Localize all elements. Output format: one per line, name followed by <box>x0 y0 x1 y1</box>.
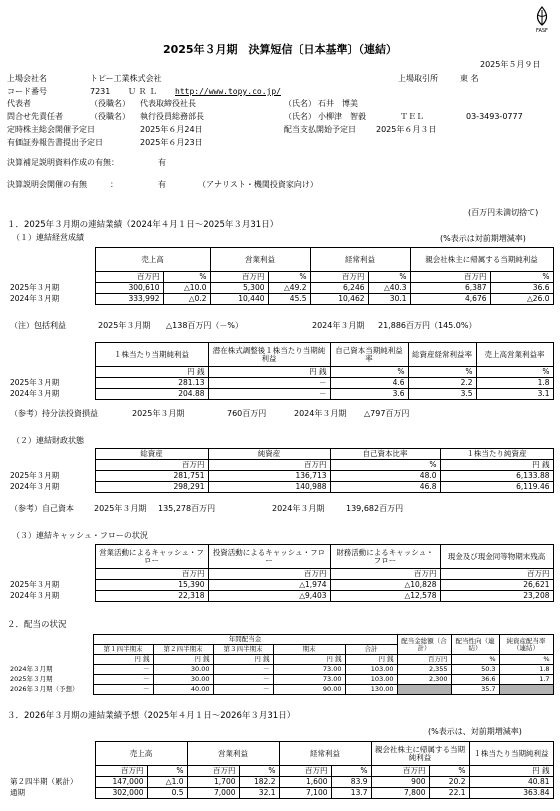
col-head: 営業活動によるキャッシュ・フロー <box>95 545 208 569</box>
row-label: 2025年３月期 <box>7 378 95 389</box>
col-head: 総資産 <box>95 449 208 460</box>
page-title: 2025年３月期 決算短信〔日本基準〕（連結） <box>162 43 398 56</box>
comp-income-b: △138百万円（－%） <box>166 321 244 330</box>
corner-cell <box>7 742 95 766</box>
section1-title: １．2025年３月期の連結業績（2024年４月１日～2025年３月31日） <box>7 220 279 230</box>
col-head: 総資産経常利益率 <box>408 343 476 367</box>
value-cell: △10,828 <box>330 580 440 591</box>
contact-title: 執行役員総務部長 <box>140 112 204 121</box>
unit-cell: % <box>451 655 499 665</box>
equity-method-a: 2025年３月期 <box>132 409 185 418</box>
unit-cell: 百万円 <box>371 766 429 777</box>
value-cell: 2.2 <box>408 378 476 389</box>
equity-capital-d: 139,682百万円 <box>346 504 404 513</box>
value-cell: 10,440 <box>210 294 268 305</box>
contact-title-label: （役職名） <box>90 112 130 121</box>
value-cell: 35.7 <box>451 685 499 695</box>
value-cell: 4,676 <box>410 294 490 305</box>
unit-cell: 百万円 <box>208 460 330 471</box>
unit-cell: 百万円 <box>210 272 268 283</box>
value-cell: 2,355 <box>397 665 451 675</box>
col-head: 経常利益 <box>279 742 371 766</box>
unit-cell: 円 銭 <box>213 655 273 665</box>
col-head: 親会社株主に帰属する当期純利益 <box>371 742 469 766</box>
rep-title-label: （役職名） <box>90 99 130 108</box>
fasf-logo <box>531 5 553 33</box>
value-cell: 45.5 <box>268 294 310 305</box>
value-cell: 15,390 <box>95 580 208 591</box>
supp-label: 決算補足説明資料作成の有無： <box>7 158 119 167</box>
rep-title: 代表取締役社長 <box>140 99 196 108</box>
url-label: Ｕ Ｒ Ｌ <box>128 87 158 96</box>
unit-cell: 百万円 <box>95 569 208 580</box>
col-head: １株当たり当期純利益 <box>95 343 208 367</box>
unit-cell: 円 銭 <box>345 655 397 665</box>
tel-value: 03-3493-0777 <box>466 112 523 121</box>
company-name: トピー工業株式会社 <box>90 74 162 83</box>
unit-cell: % <box>239 766 279 777</box>
comp-income-c: 2024年３月期 <box>312 321 365 330</box>
value-cell: 182.2 <box>239 777 279 788</box>
value-cell: 3.6 <box>330 389 408 400</box>
value-cell: 4.6 <box>330 378 408 389</box>
unit-cell: % <box>163 272 210 283</box>
value-cell: 26,621 <box>440 580 553 591</box>
unit-cell: % <box>268 272 310 283</box>
unit-cell: 百万円 <box>95 766 147 777</box>
pct-note: (%表示は対前期増減率) <box>440 234 526 243</box>
unit-label-cell <box>7 766 95 777</box>
report-label: 有価証券報告書提出予定日 <box>7 138 103 147</box>
value-cell: 10,462 <box>310 294 368 305</box>
unit-cell: 百万円 <box>187 766 239 777</box>
comp-income-a: 2025年３月期 <box>98 321 151 330</box>
value-cell: 22,318 <box>95 591 208 602</box>
value-cell: 6,133.88 <box>440 471 553 482</box>
value-cell: － <box>93 675 153 685</box>
value-cell: 1,600 <box>279 777 331 788</box>
value-cell: △26.0 <box>490 294 553 305</box>
company-url-link[interactable]: http://www.topy.co.jp/ <box>175 87 281 96</box>
col-head: 合計 <box>345 645 397 655</box>
unit-cell: % <box>490 272 553 283</box>
row-label: 2026年３月期（予想） <box>7 685 93 695</box>
col-head: １株当たり純資産 <box>440 449 553 460</box>
company-label: 上場会社名 <box>7 74 47 83</box>
row-label: 通期 <box>7 788 95 799</box>
equity-method-d: △797百万円 <box>364 409 410 418</box>
contact-name: 小柳津 智毅 <box>318 112 366 121</box>
row-label: 第２四半期（累計） <box>7 777 95 788</box>
value-cell: 7,000 <box>187 788 239 799</box>
unit-cell: 円 銭 <box>153 655 213 665</box>
unit-cell: 百万円 <box>310 272 368 283</box>
value-cell: 22.1 <box>429 788 469 799</box>
operating-results-table <box>7 247 554 305</box>
value-cell: 298,291 <box>95 482 208 493</box>
row-label: 2025年３月期 <box>7 675 93 685</box>
value-cell: 36.6 <box>451 675 499 685</box>
value-cell: 20.2 <box>429 777 469 788</box>
value-cell: △49.2 <box>268 283 310 294</box>
unit-label-cell <box>7 367 95 378</box>
col-head: 期末 <box>273 645 345 655</box>
unit-cell: 百万円 <box>279 766 331 777</box>
corner-cell <box>7 248 95 272</box>
supp-value: 有 <box>158 158 166 167</box>
equity-capital-label: （参考）自己資本 <box>10 504 74 513</box>
value-cell: △1,974 <box>208 580 330 591</box>
unit-cell: % <box>331 766 371 777</box>
rep-name-label: （氏名） <box>284 99 316 108</box>
value-cell: 23,208 <box>440 591 553 602</box>
dividend-start-date: 2025年６月３日 <box>376 125 437 134</box>
value-cell: 30.00 <box>153 665 213 675</box>
equity-capital-b: 135,278百万円 <box>158 504 216 513</box>
briefing-value: 有 <box>158 180 166 189</box>
row-label: 2024年３月期 <box>7 294 95 305</box>
value-cell: 3.1 <box>476 389 553 400</box>
code-value: 7231 <box>90 87 111 96</box>
section1-sub1: （１）連結経営成績 <box>12 233 84 242</box>
value-cell: 3.5 <box>408 389 476 400</box>
value-cell: 36.6 <box>490 283 553 294</box>
value-cell: 6,119.46 <box>440 482 553 493</box>
group-head: 年間配当金 <box>93 635 397 645</box>
value-cell: △0.2 <box>163 294 210 305</box>
briefing-label: 決算説明会開催の有無 <box>7 180 87 189</box>
col-head: 売上高 <box>95 248 210 272</box>
col-head: １株当たり当期純利益 <box>469 742 553 766</box>
value-cell: － <box>213 685 273 695</box>
col-head: 自己資本比率 <box>330 449 440 460</box>
unit-note: (百万円未満切捨て) <box>468 208 539 217</box>
value-cell: 40.00 <box>153 685 213 695</box>
value-cell: － <box>208 378 330 389</box>
col-head: 純資産配当率（連結） <box>499 635 553 655</box>
value-cell: 32.1 <box>239 788 279 799</box>
unit-cell: 円 銭 <box>273 655 345 665</box>
agm-label: 定時株主総会開催予定日 <box>7 125 95 134</box>
unit-cell: 円 銭 <box>469 766 553 777</box>
col-head: 売上高営業利益率 <box>476 343 553 367</box>
value-cell: 7,100 <box>279 788 331 799</box>
value-cell: 300,610 <box>95 283 163 294</box>
value-cell: 1.7 <box>499 675 553 685</box>
briefing-note: （アナリスト・機関投資家向け） <box>198 180 318 189</box>
dividend-start-label: 配当支払開始予定日 <box>284 125 356 134</box>
value-cell: 50.3 <box>451 665 499 675</box>
value-cell: － <box>93 665 153 675</box>
unit-cell: 百万円 <box>440 569 553 580</box>
unit-cell: 百万円 <box>95 272 163 283</box>
ratios-table <box>7 342 554 400</box>
unit-cell: 円 銭 <box>93 655 153 665</box>
row-label: 2024年３月期 <box>7 482 95 493</box>
equity-capital-c: 2024年３月期 <box>272 504 325 513</box>
col-head: 売上高 <box>95 742 187 766</box>
unit-cell: 百万円 <box>330 569 440 580</box>
unit-label-cell <box>7 460 95 471</box>
col-head: 潜在株式調整後１株当たり当期純利益 <box>208 343 330 367</box>
value-cell: － <box>213 675 273 685</box>
unit-cell: 百万円 <box>95 460 208 471</box>
col-head: 配当金総額（合計） <box>397 635 451 655</box>
exchange-value: 東 名 <box>460 74 479 83</box>
unit-cell: 円 銭 <box>440 460 553 471</box>
col-head: 第１四半期末 <box>93 645 153 655</box>
tel-label: ＴＥＬ <box>400 112 424 121</box>
rep-label: 代表者 <box>7 99 31 108</box>
row-label: 2024年３月期 <box>7 665 93 675</box>
value-cell: － <box>208 389 330 400</box>
value-cell: 73.00 <box>273 665 345 675</box>
value-cell: 140,988 <box>208 482 330 493</box>
value-cell: 1,700 <box>187 777 239 788</box>
section1-sub3: （３）連結キャッシュ・フローの状況 <box>12 531 148 540</box>
comp-income-d: 21,886百万円（145.0%） <box>378 321 477 330</box>
section3-title: ３．2026年３月期の連結業績予想（2025年４月１日～2026年３月31日） <box>7 711 296 721</box>
unit-label-cell <box>7 655 93 665</box>
col-head: 投資活動によるキャッシュ・フロー <box>208 545 330 569</box>
briefing-sep: ： <box>110 180 118 189</box>
report-date: 2025年５月９日 <box>480 60 541 69</box>
value-cell: 281,751 <box>95 471 208 482</box>
value-cell: 900 <box>371 777 429 788</box>
value-cell: 136,713 <box>208 471 330 482</box>
col-head: 配当性向（連結） <box>451 635 499 655</box>
report-date-value: 2025年６月23日 <box>140 138 203 147</box>
code-label: コード番号 <box>7 87 47 96</box>
value-cell: 30.00 <box>153 675 213 685</box>
unit-cell: % <box>476 367 553 378</box>
contact-label: 問合せ先責任者 <box>7 112 63 121</box>
col-head: 自己資本当期純利益率 <box>330 343 408 367</box>
value-cell: 40.81 <box>469 777 553 788</box>
shaded-cell <box>499 685 553 695</box>
value-cell: － <box>213 665 273 675</box>
equity-method-b: 760百万円 <box>227 409 267 418</box>
row-label: 2024年３月期 <box>7 389 95 400</box>
value-cell: 1.8 <box>499 665 553 675</box>
unit-cell: 百万円 <box>397 655 451 665</box>
value-cell: 5,300 <box>210 283 268 294</box>
value-cell: △9,403 <box>208 591 330 602</box>
value-cell: 73.00 <box>273 675 345 685</box>
section2-title: ２．配当の状況 <box>7 620 67 630</box>
agm-date: 2025年６月24日 <box>140 125 203 134</box>
unit-cell: % <box>330 367 408 378</box>
col-head: 純資産 <box>208 449 330 460</box>
col-head: 親会社株主に帰属する当期純利益 <box>410 248 553 272</box>
forecast-note: (%表示は、対前期増減率) <box>428 727 522 736</box>
value-cell: － <box>93 685 153 695</box>
value-cell: △40.3 <box>368 283 410 294</box>
value-cell: 48.0 <box>330 471 440 482</box>
value-cell: 302,000 <box>95 788 147 799</box>
equity-method-label: （参考）持分法投資損益 <box>10 409 98 418</box>
value-cell: 363.84 <box>469 788 553 799</box>
value-cell: 6,246 <box>310 283 368 294</box>
logo-text: FASF <box>536 28 548 33</box>
value-cell: 147,000 <box>95 777 147 788</box>
exchange-label: 上場取引所 <box>398 74 438 83</box>
row-label: 2025年３月期 <box>7 471 95 482</box>
unit-cell: % <box>368 272 410 283</box>
comp-income-label: （注）包括利益 <box>10 321 66 330</box>
unit-cell: % <box>330 460 440 471</box>
row-label: 2025年３月期 <box>7 580 95 591</box>
section1-sub2: （２）連結財政状態 <box>12 436 84 445</box>
unit-cell: 百万円 <box>410 272 490 283</box>
col-head: 営業利益 <box>187 742 279 766</box>
unit-cell: % <box>147 766 187 777</box>
value-cell: 281.13 <box>95 378 208 389</box>
corner-cell <box>7 449 95 460</box>
value-cell: 6,387 <box>410 283 490 294</box>
row-label: 2024年３月期 <box>7 591 95 602</box>
unit-cell: % <box>408 367 476 378</box>
value-cell: 1.8 <box>476 378 553 389</box>
value-cell: 7,800 <box>371 788 429 799</box>
value-cell: 204.88 <box>95 389 208 400</box>
corner-cell <box>7 343 95 367</box>
value-cell: 30.1 <box>368 294 410 305</box>
shaded-cell <box>397 685 451 695</box>
value-cell: 0.5 <box>147 788 187 799</box>
equity-method-c: 2024年３月期 <box>294 409 347 418</box>
unit-cell: 百万円 <box>208 569 330 580</box>
value-cell: 13.7 <box>331 788 371 799</box>
unit-cell: 円 銭 <box>95 367 208 378</box>
value-cell: 46.8 <box>330 482 440 493</box>
equity-capital-a: 2025年３月期 <box>94 504 147 513</box>
cash-flow-table <box>7 544 554 602</box>
col-head: 第２四半期末 <box>153 645 213 655</box>
col-head: 財務活動によるキャッシュ・フロー <box>330 545 440 569</box>
rep-name: 石井 博美 <box>318 99 358 108</box>
value-cell: 90.00 <box>273 685 345 695</box>
unit-cell: % <box>429 766 469 777</box>
contact-name-label: （氏名） <box>284 112 316 121</box>
unit-cell: 円 銭 <box>208 367 330 378</box>
value-cell: △12,578 <box>330 591 440 602</box>
row-label: 2025年３月期 <box>7 283 95 294</box>
value-cell: △1.0 <box>147 777 187 788</box>
value-cell: 130.00 <box>345 685 397 695</box>
value-cell: 103.00 <box>345 675 397 685</box>
value-cell: 333,992 <box>95 294 163 305</box>
financial-position-table <box>7 448 554 493</box>
value-cell: 2,300 <box>397 675 451 685</box>
corner-cell <box>7 635 93 655</box>
corner-cell <box>7 545 95 569</box>
value-cell: 83.9 <box>331 777 371 788</box>
col-head: 現金及び現金同等物期末残高 <box>440 545 553 569</box>
col-head: 経常利益 <box>310 248 410 272</box>
dividend-table <box>7 634 554 695</box>
col-head: 営業利益 <box>210 248 310 272</box>
unit-cell: % <box>499 655 553 665</box>
value-cell: 103.00 <box>345 665 397 675</box>
col-head: 第３四半期末 <box>213 645 273 655</box>
value-cell: △10.0 <box>163 283 210 294</box>
unit-label-cell <box>7 569 95 580</box>
unit-label-cell <box>7 272 95 283</box>
forecast-table <box>7 741 554 799</box>
